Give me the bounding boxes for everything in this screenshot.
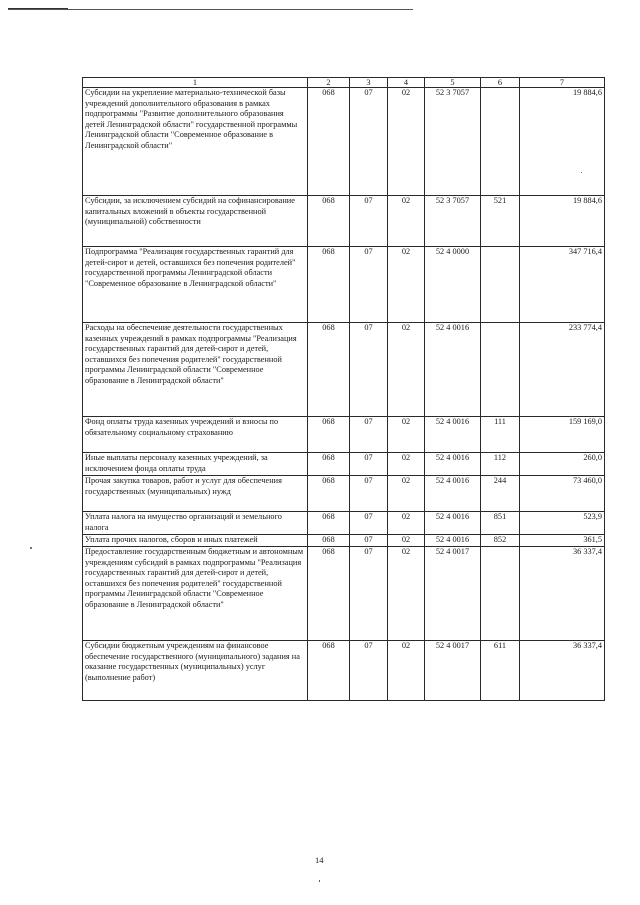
row-amount: 159 169,0 (520, 417, 605, 453)
row-ministry-code: 068 (308, 641, 350, 701)
table-row (83, 476, 605, 512)
row-amount: 19 884,6 (520, 88, 605, 196)
table-row (83, 247, 605, 323)
row-amount: 523,9 (520, 512, 605, 535)
table-row (83, 88, 605, 196)
row-section-code: 07 (350, 641, 388, 701)
row-section-code: 07 (350, 512, 388, 535)
scan-speck (319, 880, 320, 882)
row-subsection-code: 02 (388, 535, 425, 547)
row-name: Фонд оплаты труда казенных учреждений и взносы по обязательному социальному страхованию (83, 417, 308, 453)
row-subsection-code: 02 (388, 88, 425, 196)
row-section-code: 07 (350, 247, 388, 323)
row-section-code: 07 (350, 476, 388, 512)
header-cell: 4 (388, 78, 425, 88)
table-row (83, 547, 605, 641)
scan-speck (30, 547, 32, 549)
row-ministry-code: 068 (308, 323, 350, 417)
row-ministry-code: 068 (308, 547, 350, 641)
table-row (83, 512, 605, 535)
row-target-code: 52 4 0017 (425, 641, 481, 701)
row-section-code: 07 (350, 417, 388, 453)
row-target-code: 52 4 0000 (425, 247, 481, 323)
table-row (83, 417, 605, 453)
row-subsection-code: 02 (388, 547, 425, 641)
row-expense-type: 244 (481, 476, 520, 512)
row-amount: 36 337,4 (520, 547, 605, 641)
row-target-code: 52 3 7057 (425, 196, 481, 247)
header-cell: 6 (481, 78, 520, 88)
row-amount: 361,5 (520, 535, 605, 547)
row-ministry-code: 068 (308, 453, 350, 476)
row-subsection-code: 02 (388, 417, 425, 453)
row-expense-type (481, 323, 520, 417)
table-row (83, 453, 605, 476)
row-expense-type: 852 (481, 535, 520, 547)
row-expense-type: 112 (481, 453, 520, 476)
row-expense-type (481, 547, 520, 641)
header-cell: 7 (520, 78, 605, 88)
row-subsection-code: 02 (388, 512, 425, 535)
header-cell: 5 (425, 78, 481, 88)
row-name: Субсидии, за исключением субсидий на софинансирование капитальных вложений в объекты государственной (муниципальной) собственности (83, 196, 308, 247)
row-name: Иные выплаты персоналу казенных учреждений, за исключением фонда оплаты труда (83, 453, 308, 476)
row-section-code: 07 (350, 196, 388, 247)
row-target-code: 52 4 0016 (425, 453, 481, 476)
row-ministry-code: 068 (308, 417, 350, 453)
row-amount: 36 337,4 (520, 641, 605, 701)
row-target-code: 52 4 0016 (425, 417, 481, 453)
row-expense-type (481, 247, 520, 323)
row-section-code: 07 (350, 535, 388, 547)
row-name: Субсидии бюджетным учреждениям на финансовое обеспечение государственного (муниципального) задания на оказание государственных (муниципальных) услуг (выполнение работ) (83, 641, 308, 701)
row-subsection-code: 02 (388, 323, 425, 417)
row-ministry-code: 068 (308, 535, 350, 547)
row-name: Уплата налога на имущество организаций и земельного налога (83, 512, 308, 535)
scan-speck (581, 172, 582, 173)
table-row (83, 196, 605, 247)
row-ministry-code: 068 (308, 196, 350, 247)
row-target-code: 52 4 0017 (425, 547, 481, 641)
header-cell: 3 (350, 78, 388, 88)
row-ministry-code: 068 (308, 88, 350, 196)
row-amount: 233 774,4 (520, 323, 605, 417)
row-ministry-code: 068 (308, 476, 350, 512)
row-subsection-code: 02 (388, 247, 425, 323)
table-header-row (83, 78, 605, 88)
row-section-code: 07 (350, 453, 388, 476)
row-section-code: 07 (350, 547, 388, 641)
row-section-code: 07 (350, 88, 388, 196)
row-name: Подпрограмма "Реализация государственных гарантий для детей-сирот и детей, оставшихся без попечения родителей" государственной программы Ленинградской области "Современное образование в Ленинградской области" (83, 247, 308, 323)
row-name: Прочая закупка товаров, работ и услуг для обеспечения государственных (муниципальных) нужд (83, 476, 308, 512)
row-target-code: 52 4 0016 (425, 512, 481, 535)
row-expense-type (481, 88, 520, 196)
table-row (83, 323, 605, 417)
row-ministry-code: 068 (308, 512, 350, 535)
row-expense-type: 611 (481, 641, 520, 701)
table-row (83, 641, 605, 701)
row-amount: 260,0 (520, 453, 605, 476)
row-name: Субсидии на укрепление материально-технической базы учреждений дополнительного образования в рамках подпрограммы "Развитие дополнительного образования детей Ленинградской области" государственной программы Ленинградской области "Современное образование в Ленинградской области" (83, 88, 308, 196)
row-target-code: 52 4 0016 (425, 323, 481, 417)
row-expense-type: 521 (481, 196, 520, 247)
row-expense-type: 111 (481, 417, 520, 453)
row-amount: 347 716,4 (520, 247, 605, 323)
row-subsection-code: 02 (388, 641, 425, 701)
budget-table (82, 77, 605, 701)
row-target-code: 52 4 0016 (425, 476, 481, 512)
row-target-code: 52 4 0016 (425, 535, 481, 547)
header-cell: 1 (83, 78, 308, 88)
row-target-code: 52 3 7057 (425, 88, 481, 196)
row-subsection-code: 02 (388, 196, 425, 247)
row-name: Уплата прочих налогов, сборов и иных платежей (83, 535, 308, 547)
row-subsection-code: 02 (388, 453, 425, 476)
page-number: 14 (315, 855, 324, 865)
row-amount: 19 884,6 (520, 196, 605, 247)
row-subsection-code: 02 (388, 476, 425, 512)
row-name: Предоставление государственным бюджетным и автономным учреждениям субсидий в рамках подпрограммы "Реализация государственных гарантий для детей-сирот и детей, оставшихся без попечения родителей" государственной программы Ленинградской области "Современное образование в Ленинградской области" (83, 547, 308, 641)
row-section-code: 07 (350, 323, 388, 417)
row-expense-type: 851 (481, 512, 520, 535)
header-cell: 2 (308, 78, 350, 88)
table-row (83, 535, 605, 547)
top-rule (8, 9, 413, 10)
row-amount: 73 460,0 (520, 476, 605, 512)
row-name: Расходы на обеспечение деятельности государственных казенных учреждений в рамках подпрограммы "Реализация государственных гарантий для детей-сирот и детей, оставшихся без попечения родителей" государственной программы Ленинградской области "Современное образование в Ленинградской области" (83, 323, 308, 417)
row-ministry-code: 068 (308, 247, 350, 323)
